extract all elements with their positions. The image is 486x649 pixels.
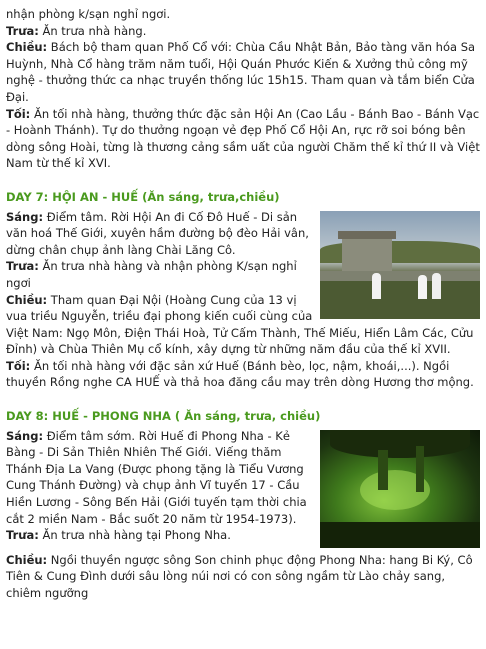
lunch-label: Trưa: [6,23,39,38]
day7-section [6,209,480,392]
morning-text: Điểm tâm. Rời Hội An đi Cố Đô Huế - Di sản văn hoá Thế Giới, xuyên hầm đường bộ đèo Hải vân, dừng chân chụp ảnh làng Chài Lăng Cô. [6,209,309,257]
afternoon-text: Tham quan Đại Nội (Hoàng Cung của 13 vị vua triều Nguyễn, triều đại phong kiến cuối cùng của Việt Nam: Ngọ Môn, Điện Thái Hoà, Tử Cấm Thành, Thế Miếu, Hiển Lâm Các, Cửu Đỉnh) và Chùa Thiên Mụ cổ kính, xây dựng từ những năm đầu của thế kỉ XVII. [6,292,474,357]
lunch-label: Trưa: [6,528,39,543]
intro-evening [6,106,480,172]
evening-text: Ăn tối nhà hàng, thưởng thức đặc sản Hội An (Cao Lầu - Bánh Bao - Bánh Vạc - Hoành Thánh). Tự do thưởng ngoạn vẻ đẹp Phố Cổ Hội An, rực rỡ soi bóng bên dòng sông Hoài, từng là thương cảng sầm uất của người Chăm thế kỉ thứ II và Việt Nam từ thế kỉ XVI. [6,106,480,171]
evening-label: Tối: [6,106,31,121]
phong-nha-cave-photo [320,430,480,548]
lunch-text: Ăn trưa nhà hàng. [38,23,147,38]
day8-afternoon [6,552,480,602]
intro-afternoon [6,39,480,105]
afternoon-text: Bách bộ tham quan Phố Cổ với: Chùa Cầu Nhật Bản, Bảo tàng văn hóa Sa Huỳnh, Nhà Cổ hàng trăm năm tuổi, Hội Quán Phước Kiến & Xưởng thủ công mỹ nghệ - thưởng thức ca nhạc truyền thống lúc 15h15. Tham quan và tắm biển Cửa Đại. [6,40,476,104]
afternoon-label: Chiều: [6,292,48,307]
hue-citadel-photo [320,211,480,319]
day7-evening [6,358,480,391]
lunch-label: Trưa: [6,259,39,274]
day7-title: DAY 7: HỘI AN - HUẾ (Ăn sáng, trưa,chiều) [6,189,280,204]
intro-line: nhận phòng k/sạn nghỉ ngơi. [6,7,171,21]
evening-label: Tối: [6,358,31,373]
morning-text: Điểm tâm sớm. Rời Huế đi Phong Nha - Kẻ Bàng - Di Sản Thiên Nhiên Thế Giới. Viếng thăm Thánh Địa La Vang (Được phong tặng là Tiểu Vương Cung Thánh Đường) và chụp ảnh Vĩ tuyến 17 - Cầu Hiền Lương - Sông Bến Hải (Giới tuyến tạm thời chia cắt 2 miền Nam - Bắc suốt 20 năm từ 1954-1973). [6,428,307,526]
afternoon-text: Ngồi thuyền ngược sông Son chinh phục động Phong Nha: hang Bi Ký, Cô Tiên & Cung Đình dưới sâu lòng núi nơi có con sông ngầm từ Lào chảy sang, chiêm ngưỡng [6,552,473,600]
morning-label: Sáng: [6,428,44,443]
lunch-text: Ăn trưa nhà hàng tại Phong Nha. [38,528,231,543]
intro-lunch [6,23,480,40]
afternoon-label: Chiều: [6,552,48,567]
evening-text: Ăn tối nhà hàng với đặc sản xứ Huế (Bánh bèo, lọc, nậm, khoái,...). Ngồi thuyền Rồng nghe CA HUẾ và thả hoa đăng cầu may trên dòng Hương thơ mộng. [6,358,474,390]
morning-label: Sáng: [6,209,44,224]
day8-section [6,428,480,552]
lunch-text: Ăn trưa nhà hàng và nhận phòng K/sạn nghỉ ngơi [6,259,297,290]
day8-title: DAY 8: HUẾ - PHONG NHA ( Ăn sáng, trưa, chiều) [6,409,321,424]
afternoon-label: Chiều: [6,40,48,55]
